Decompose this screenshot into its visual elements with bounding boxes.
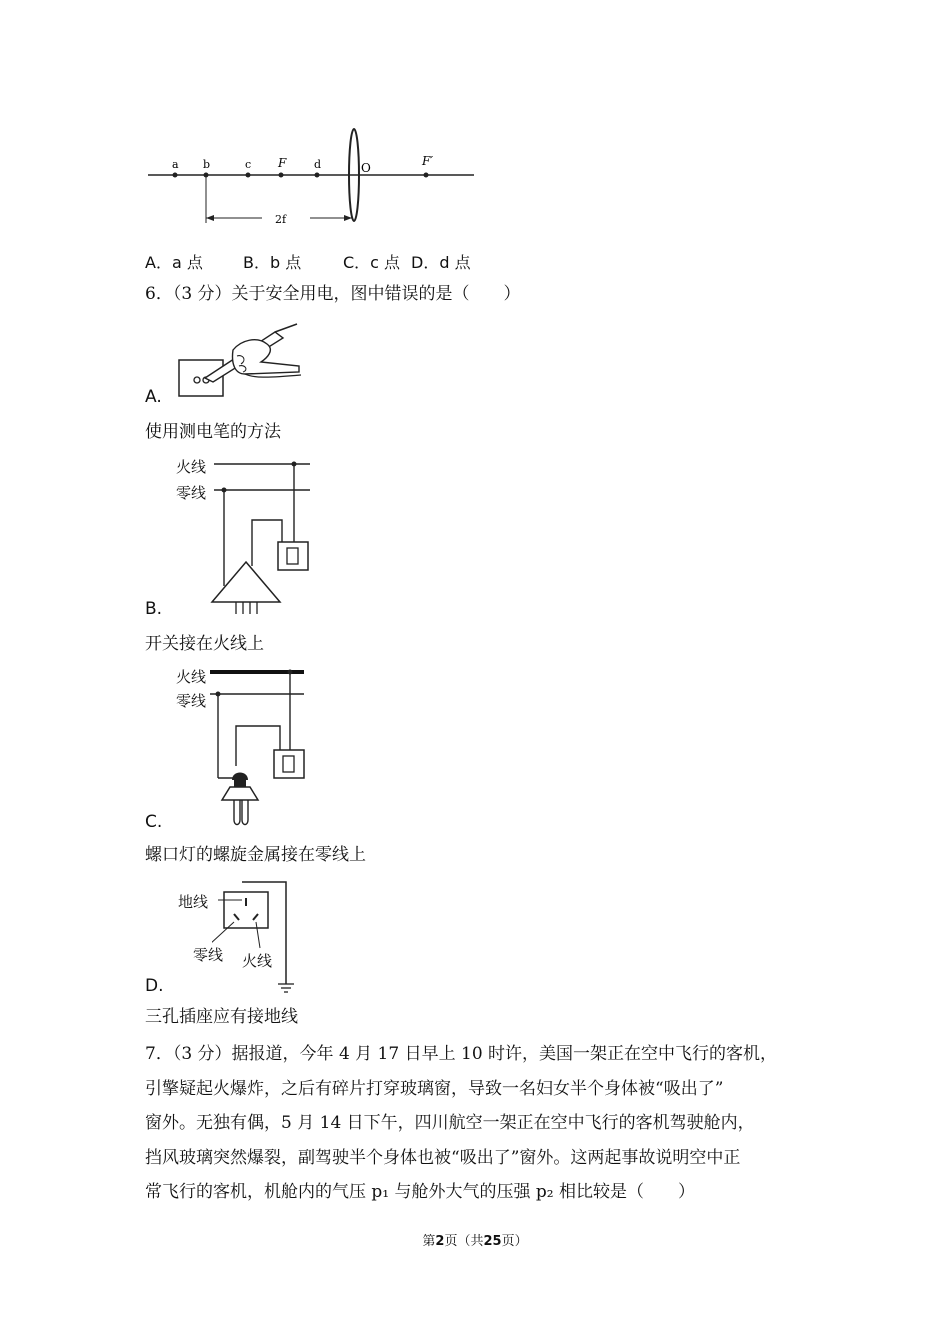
label-O: O (361, 161, 371, 175)
option-d-letter: D. (145, 976, 164, 996)
label-neutral-d: 零线 (193, 946, 224, 964)
label-live-d: 火线 (242, 952, 273, 970)
lens-diagram (140, 120, 480, 230)
option-b-caption: 开关接在火线上 (145, 634, 264, 654)
label-neutral-c: 零线 (176, 692, 207, 710)
point-F-prime (424, 173, 429, 178)
label-F: F (278, 156, 287, 170)
question-7 (145, 1037, 810, 1210)
option-b-letter: B. (145, 599, 163, 619)
question-7-line-4: 挡风玻璃突然爆裂，副驾驶半个身体也被“吸出了”窗外。这两起事故说明空中正 (145, 1147, 741, 1168)
footer-mid: 页（共 (444, 1234, 484, 1249)
label-a: a (172, 158, 179, 171)
point-d (315, 173, 320, 178)
point-a (173, 173, 178, 178)
label-ground-d: 地线 (178, 893, 209, 911)
footer-page-number: 2 (435, 1234, 445, 1249)
footer-prefix: 第 (422, 1234, 436, 1249)
label-d: d (314, 158, 322, 171)
option-a: A．a 点 (145, 253, 203, 272)
option-b: B．b 点 (243, 253, 302, 272)
point-c (246, 173, 251, 178)
screw-lamp-figure (210, 666, 310, 831)
option-a-letter: A. (145, 387, 162, 407)
dimension-2f: 2f (275, 213, 287, 226)
three-hole-socket-figure (212, 874, 302, 994)
label-c: c (245, 158, 252, 171)
option-c: C．c 点 (343, 253, 401, 272)
label-neutral-b: 零线 (176, 484, 207, 502)
question-7-line-1: 7．（3 分）据报道，今年 4 月 17 日早上 10 时许，美国一架正在空中飞行的客机， (145, 1044, 778, 1064)
label-b: b (203, 158, 211, 171)
switch-wiring-figure (210, 456, 320, 616)
question-7-line-3: 窗外。无独有偶，5 月 14 日下午，四川航空一架正在空中飞行的客机驾驶舱内， (145, 1113, 755, 1133)
label-live-b: 火线 (176, 458, 207, 476)
option-d-caption: 三孔插座应有接地线 (145, 1007, 298, 1027)
option-a-caption: 使用测电笔的方法 (145, 422, 281, 442)
option-d: D．d 点 (411, 253, 471, 272)
question-7-line-2: 引擎疑起火爆炸，之后有碎片打穿玻璃窗，导致一名妇女半个身体被“吸出了” (145, 1078, 724, 1099)
question-7-line-5: 常飞行的客机，机舱内的气压 p₁ 与舱外大气的压强 p₂ 相比较是（ ） (145, 1182, 696, 1202)
question-6-stem: 6．（3 分）关于安全用电，图中错误的是（ ） (145, 284, 521, 304)
test-pen-figure (175, 320, 310, 400)
footer-suffix: 页） (501, 1234, 528, 1249)
point-F (279, 173, 284, 178)
label-F-prime: F′ (422, 154, 434, 168)
option-c-letter: C. (145, 812, 163, 832)
footer-total-pages: 25 (483, 1234, 502, 1249)
label-live-c: 火线 (176, 668, 207, 686)
page-footer (0, 1230, 950, 1249)
option-c-caption: 螺口灯的螺旋金属接在零线上 (145, 845, 366, 865)
